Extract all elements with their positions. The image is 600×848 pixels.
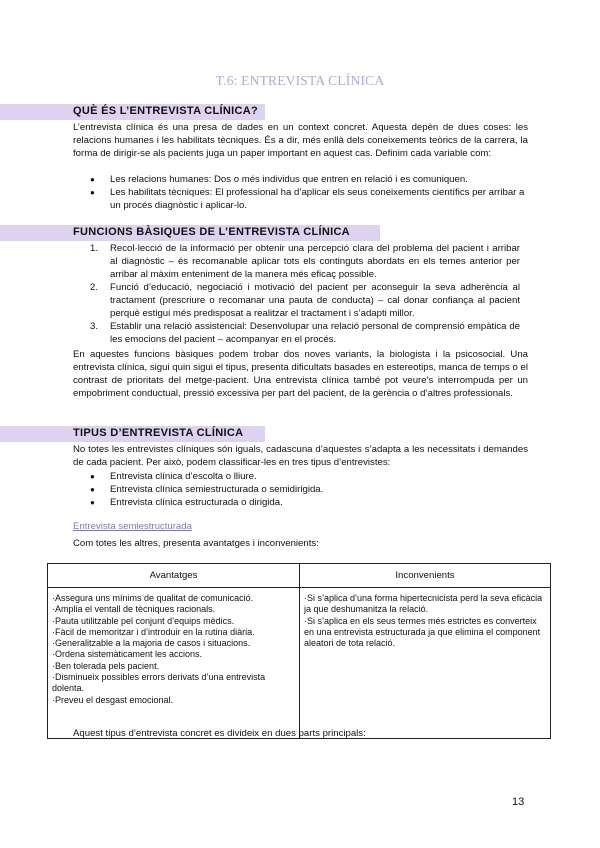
list-number: 2. [90, 282, 99, 293]
list-item: ● Les relacions humanes: Dos o més individus que entren en relació i es comuniquen. [90, 173, 525, 186]
functions-paragraph: En aquestes funcions bàsiques podem trobar dos noves variants, la biologista i la psicosocial. Una entrevista clínica, sigui quin sigui el tipus, presenta dificultats basades en estereotips, manca de temps o el contrast de prioritats del metge-pacient. Una entrevista clínica també pot veure’s interrompuda per un empobriment conductual, pressió excessiva per part del pacient, de la gerència o d’altres professionals. [73, 349, 528, 399]
table-line: ·Preveu el desgast emocional. [52, 694, 174, 705]
variables-list [90, 173, 525, 212]
list-item: ● Entrevista clínica d’escolta o lliure. [90, 470, 525, 483]
list-number: 3. [90, 321, 99, 332]
table-row [48, 588, 551, 739]
types-list [90, 470, 525, 509]
list-item [90, 242, 520, 281]
table-header-row [48, 564, 551, 588]
table-line: ·Generalitzable a la majoria de casos i situacions. [52, 638, 251, 649]
list-item-text: Recol·lecció de la informació per obtenir una percepció clara del problema del pacient i arribar al diagnòstic – és recomanable aplicar tots els continguts abordats en els temes anterior per arribar al màxim enteniment de la manera més eficaç possible. [110, 243, 520, 280]
link-paragraph: Com totes les altres, presenta avantatges i inconvenients: [73, 538, 319, 549]
list-number: 1. [90, 243, 99, 254]
section-heading: FUNCIONS BÀSIQUES DE L’ENTREVISTA CLÍNICA [73, 226, 350, 238]
table-line: ·Si s’aplica en els seus termes més estrictes es converteix en una entrevista estructurada ja que elimina el component aleatori de tota relació. [304, 615, 541, 649]
table-line: ·Ordena sistemàticament les accions. [52, 649, 203, 660]
list-item: ● Entrevista clínica estructurada o dirigida. [90, 496, 525, 509]
section-heading: TIPUS D’ENTREVISTA CLÍNICA [73, 427, 244, 439]
section-heading: QUÈ ÉS L’ENTREVISTA CLÍNICA? [73, 105, 259, 117]
section-header-what-is [0, 104, 265, 120]
header-disadvantages: Inconvenients [300, 564, 551, 588]
table-line: ·Assegura uns mínims de qualitat de comunicació. [52, 593, 254, 603]
list-item [90, 320, 520, 346]
section-header-functions [0, 225, 380, 241]
header-advantages: Avantatges [48, 564, 300, 588]
list-item-text: Establir una relació assistencial: Desenvolupar una relació personal de comprensió empàtica de les emocions del pacient – acompanyar en el procés. [110, 321, 520, 345]
pros-cons-table [47, 563, 551, 739]
functions-list [90, 242, 520, 346]
table-line: ·Si s’aplica d’una forma hipertecnicista perd la seva eficàcia ja que deshumanitza la relació. [304, 593, 543, 615]
page-number: 13 [512, 796, 525, 808]
closing-paragraph: Aquest tipus d’entrevista concret es divideix en dues parts principals: [73, 728, 366, 739]
list-item-text: Funció d’educació, negociació i motivació del pacient per aconseguir la seva adherència al tractament (prescriure o recomanar una pauta de conducta) – cal donar confiança al pacient perquè estigui més predisposat a realitzar el tractament i s’adapti millor. [110, 282, 520, 319]
disadvantages-cell [300, 588, 551, 739]
table-line: ·Amplia el ventall de tècniques racionals. [52, 604, 216, 615]
advantages-cell [48, 588, 300, 739]
table-line: ·Pauta utilitzable pel conjunt d’equips mèdics. [52, 615, 235, 626]
types-paragraph: No totes les entrevistes clíniques són iguals, cadascuna d’aquestes s’adapta a les necessitats i demandes de cada pacient. Per això, podem classificar-les en tres tipus d’entrevistes: [73, 444, 528, 468]
intro-paragraph: L’entrevista clínica és una presa de dades en un context concret. Aquesta depèn de dues coses: les relacions humanes i les habilitats tècniques. És a dir, més enllà dels coneixements teòrics de la carrera, la forma de dirigir-se als pacients juga un paper important en aquest cas. Definim cada variable com: [73, 122, 528, 159]
page-title: T.6: ENTREVISTA CLÍNICA [215, 73, 385, 88]
table-line: ·Ben tolerada pels pacient. [52, 660, 160, 671]
list-item: ● Entrevista clínica semiestructurada o semidirigida. [90, 483, 525, 496]
list-item [90, 281, 520, 320]
semistructured-link[interactable]: Entrevista semiestructurada [73, 521, 192, 532]
table-line: ·Fàcil de memoritzar i d’introduir en la rutina diària. [52, 626, 255, 637]
list-item: ● Les habilitats tècniques: El professional ha d’aplicar els seus coneixements científics per arribar a un procés diagnòstic i aplicar-lo. [90, 186, 525, 212]
table-line: ·Disminueix possibles errors derivats d’una entrevista dolenta. [52, 672, 266, 694]
section-header-types [0, 426, 265, 442]
